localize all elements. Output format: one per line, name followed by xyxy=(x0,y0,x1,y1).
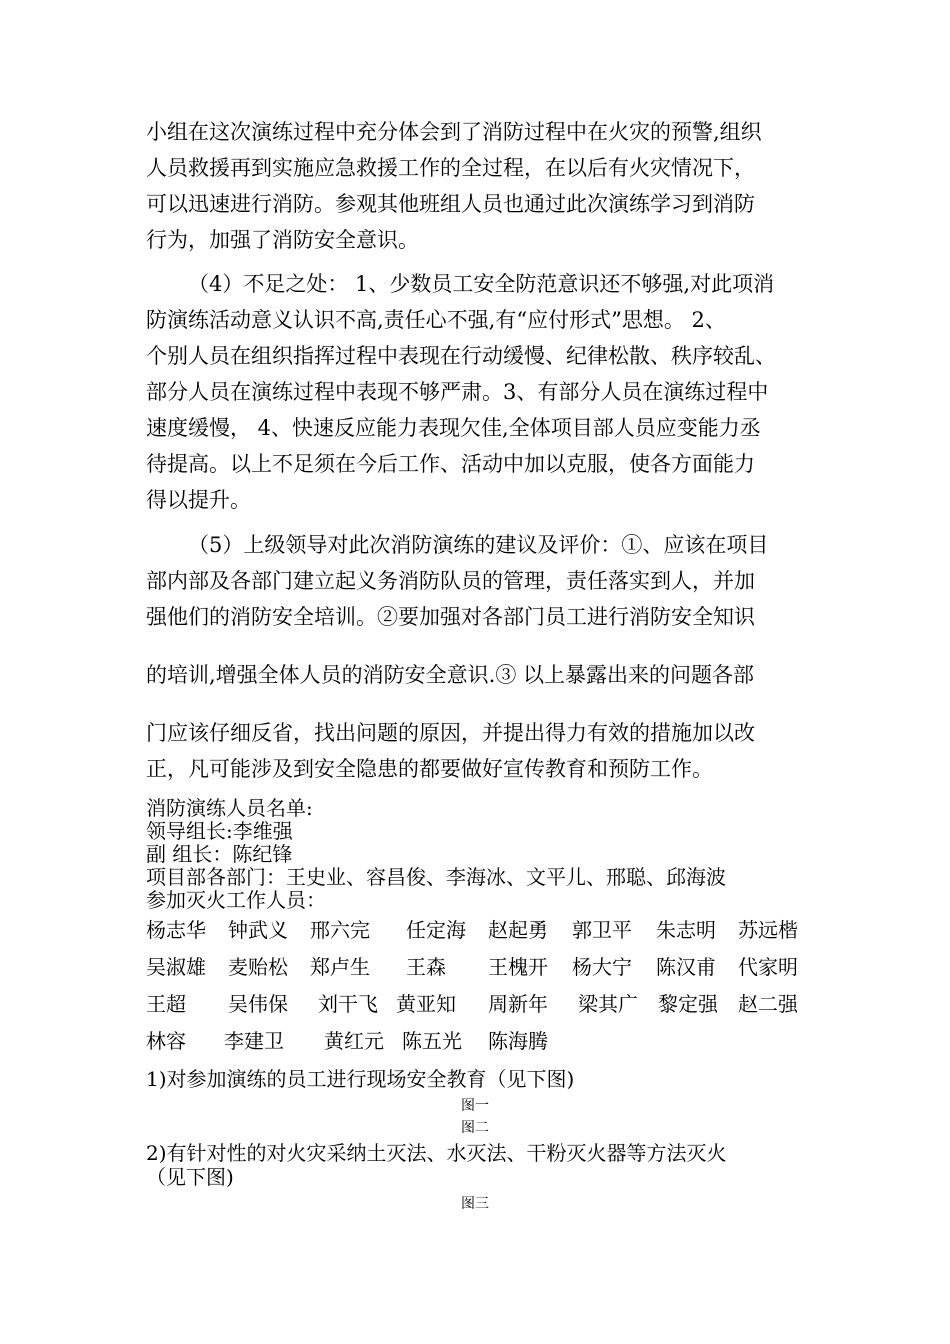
participant-name: 郑卢生 xyxy=(310,955,370,979)
participant-name: 黄亚知 xyxy=(396,992,456,1016)
participant-name: 钟武义 xyxy=(228,918,288,942)
text-line: 行为，加强了消防安全意识。 xyxy=(146,228,419,252)
text-line: 强他们的消防安全培训。②要加强对各部门员工进行消防安全知识 xyxy=(146,605,755,629)
participant-name: 麦贻松 xyxy=(228,955,288,979)
text-line: 部内部及各部门建立起义务消防队员的管理，责任落实到人，并加 xyxy=(146,569,755,593)
names-row xyxy=(146,949,846,986)
participant-names xyxy=(146,912,846,1060)
participant-name: 王槐开 xyxy=(488,955,548,979)
item-safety-education: 1)对参加演练的员工进行现场安全教育（见下图) xyxy=(146,1067,575,1091)
text-line: 的培训,增强全体人员的消防安全意识.③ 以上暴露出来的问题各部 xyxy=(146,663,755,687)
participant-name: 周新年 xyxy=(488,992,548,1016)
participant-name: 杨大宁 xyxy=(572,955,632,979)
participant-name: 杨志华 xyxy=(146,918,206,942)
text-line: 个别人员在组织指挥过程中表现在行动缓慢、纪律松散、秩序较乱、 xyxy=(146,344,776,368)
text-line: 可以迅速进行消防。参观其他班组人员也通过此次演练学习到消防 xyxy=(146,192,755,216)
participant-name: 代家明 xyxy=(738,955,798,979)
text-line: （4）不足之处： 1、少数员工安全防范意识还不够强,对此项消 xyxy=(188,272,775,296)
participant-name: 苏远楷 xyxy=(738,918,798,942)
text-line: 正，凡可能涉及到安全隐患的都要做好宣传教育和预防工作。 xyxy=(146,757,713,781)
item-line: 2)有针对性的对火灾采纳土灭法、水灭法、干粉灭火器等方法灭火 xyxy=(146,1141,727,1165)
text-line: 部分人员在演练过程中表现不够严肃。3、有部分人员在演练过程中 xyxy=(146,380,769,404)
text-line: 得以提升。 xyxy=(146,488,251,512)
participant-name: 陈五光 xyxy=(402,1029,462,1053)
paragraph-leadership-advice xyxy=(146,527,816,787)
participant-name: 黎定强 xyxy=(658,992,718,1016)
item-line: （见下图) xyxy=(146,1165,234,1189)
names-row xyxy=(146,1023,846,1060)
participant-name: 赵二强 xyxy=(738,992,798,1016)
participant-name: 王超 xyxy=(146,992,186,1016)
participant-name: 陈汉甫 xyxy=(656,955,716,979)
figure-caption-2: 图二 xyxy=(461,1120,489,1136)
roster-leader: 领导组长:李维强 xyxy=(146,819,293,843)
figure-caption-1: 图一 xyxy=(461,1098,489,1114)
participant-name: 邢六完 xyxy=(310,918,370,942)
text-line: （5）上级领导对此次消防演练的建议及评价：①、应该在项目 xyxy=(188,533,769,557)
text-line: 人员救援再到实施应急救援工作的全过程，在以后有火灾情况下， xyxy=(146,156,755,180)
roster-participants-title: 参加灭火工作人员： xyxy=(146,888,326,912)
participant-name: 黄红元 xyxy=(324,1029,384,1053)
paragraph-shortcomings xyxy=(146,266,816,518)
participant-name: 吴伟保 xyxy=(228,992,288,1016)
text-line: 速度缓慢， 4、快速反应能力表现欠佳,全体项目部人员应变能力丞 xyxy=(146,416,761,440)
figure-caption-3: 图三 xyxy=(461,1196,489,1212)
participant-name: 赵起勇 xyxy=(488,918,548,942)
paragraph-drill-summary xyxy=(146,114,816,258)
roster-deputy: 副 组长：陈纪锋 xyxy=(146,842,293,866)
item-extinguishing-methods xyxy=(146,1141,846,1189)
names-row xyxy=(146,912,846,949)
text-line: 待提高。以上不足须在今后工作、活动中加以克服，使各方面能力 xyxy=(146,452,755,476)
participant-name: 吴淑雄 xyxy=(146,955,206,979)
roster-list xyxy=(146,797,826,912)
roster-title: 消防演练人员名单: xyxy=(146,796,313,820)
participant-name: 郭卫平 xyxy=(572,918,632,942)
text-line: 门应该仔细反省，找出问题的原因，并提出得力有效的措施加以改 xyxy=(146,721,755,745)
names-row xyxy=(146,986,846,1023)
text-line: 小组在这次演练过程中充分体会到了消防过程中在火灾的预警,组织 xyxy=(146,120,762,144)
participant-name: 刘干飞 xyxy=(318,992,378,1016)
participant-name: 朱志明 xyxy=(656,918,716,942)
participant-name: 梁其广 xyxy=(578,992,638,1016)
participant-name: 陈海腾 xyxy=(488,1029,548,1053)
participant-name: 任定海 xyxy=(406,918,466,942)
text-line: 防演练活动意义认识不高,责任心不强,有“应付形式”思想。 2、 xyxy=(146,308,726,332)
roster-departments: 项目部各部门：王史业、容昌俊、李海冰、文平儿、邢聪、邱海波 xyxy=(146,865,726,889)
participant-name: 王森 xyxy=(406,955,446,979)
participant-name: 李建卫 xyxy=(224,1029,284,1053)
participant-name: 林容 xyxy=(146,1029,186,1053)
